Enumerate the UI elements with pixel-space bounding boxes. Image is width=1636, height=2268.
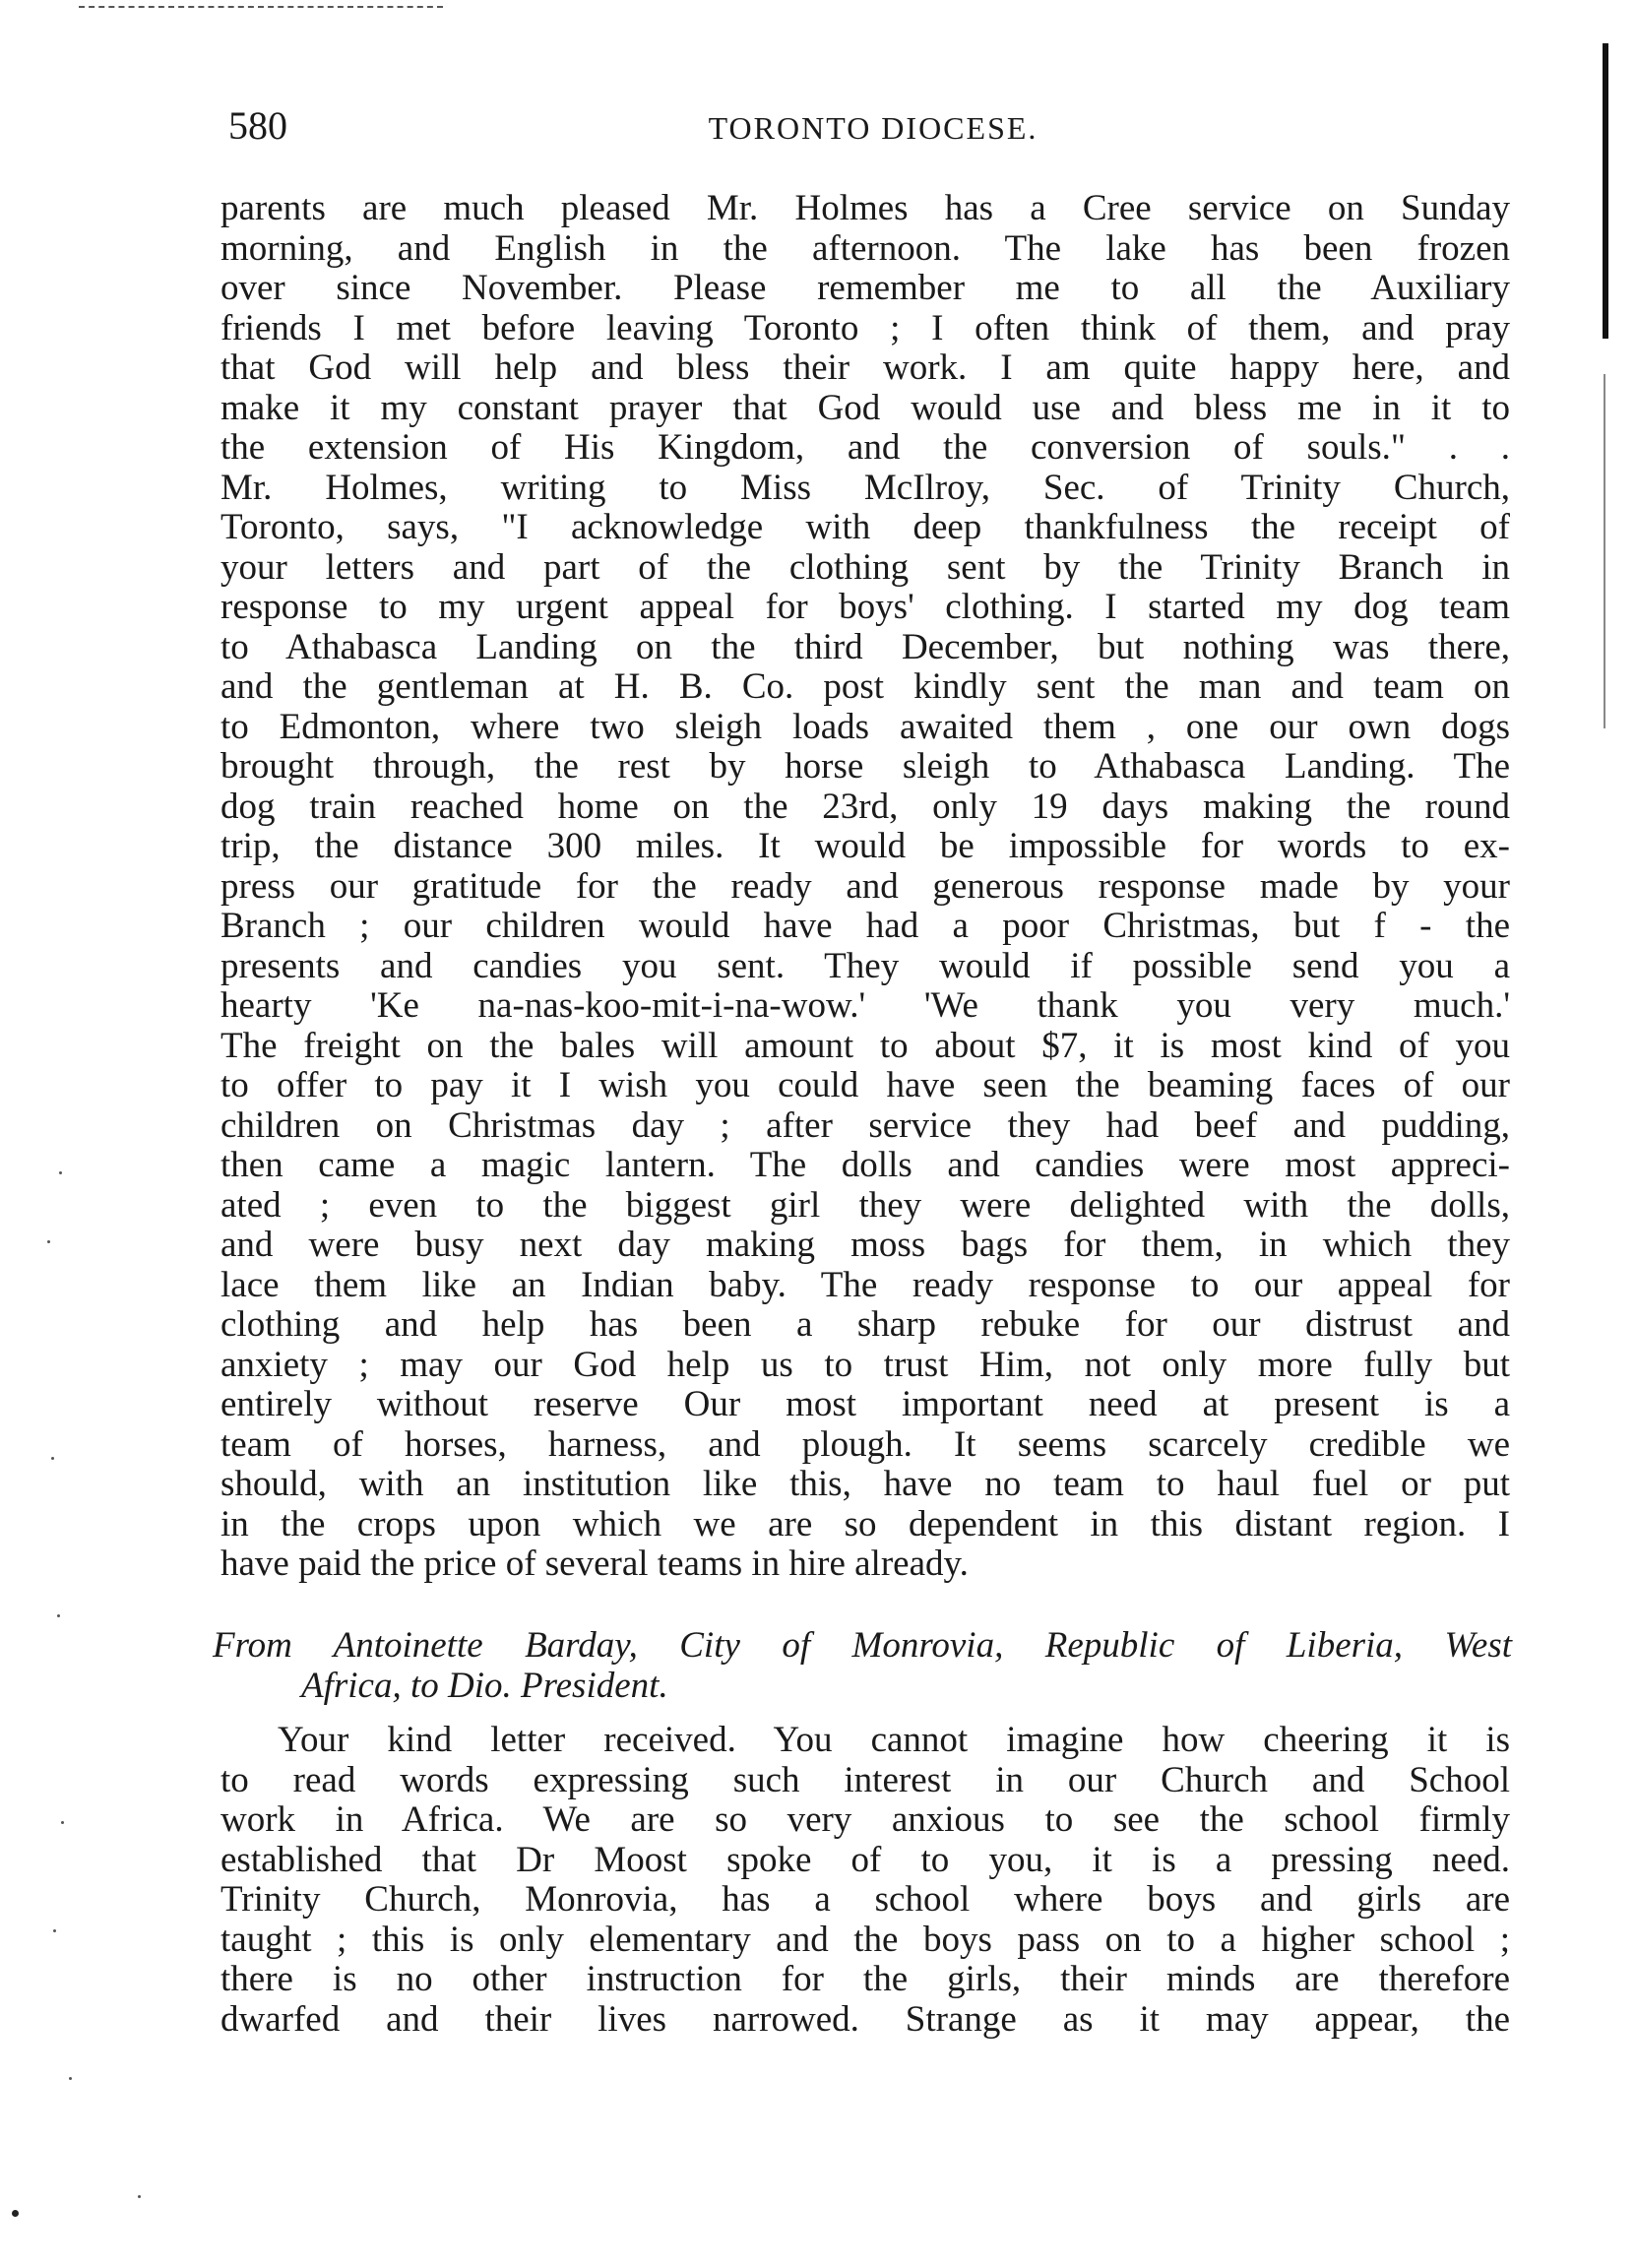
text-line: lace them like an Indian baby. The ready response to our appeal for (220, 1264, 1510, 1305)
text-line: your letters and part of the clothing sent by the Trinity Branch in (220, 546, 1510, 588)
running-head: TORONTO DIOCESE. (708, 110, 1038, 146)
text-line: and the gentleman at H. B. Co. post kindly sent the man and team on (220, 666, 1510, 707)
text-line: established that Dr Moost spoke of to you, it is a pressing need. (220, 1839, 1510, 1880)
text-line: Branch ; our children would have had a poor Christmas, but f - the (220, 906, 1510, 946)
text-line: morning, and English in the afternoon. The lake has been frozen (220, 227, 1510, 269)
text-line: Your kind letter received. You cannot imagine how cheering it is (278, 1720, 1510, 1760)
text-line: trip, the distance 300 miles. It would be impossible for words to ex- (220, 826, 1510, 866)
text-line: dog train reached home on the 23rd, only 19 days making the round (220, 786, 1510, 827)
text-line: the extension of His Kingdom, and the conversion of souls." . . (220, 427, 1510, 468)
text-line: to read words expressing such interest in our Church and School (220, 1759, 1510, 1800)
text-line: presents and candies you sent. They would if possible send you a (220, 945, 1510, 986)
text-line: hearty 'Ke na-nas-koo-mit-i-na-wow.' 'We thank you very much.' (220, 985, 1510, 1026)
text-line: to offer to pay it I wish you could have seen the beaming faces of our (220, 1065, 1510, 1105)
scan-speck (47, 1240, 50, 1243)
body-text (220, 189, 1510, 1585)
text-line: in the crops upon which we are so dependent in this distant region. I (220, 1503, 1510, 1544)
top-dashed-rule (79, 6, 443, 8)
scan-speck (59, 1171, 62, 1174)
scan-speck (138, 2195, 141, 2198)
text-line: work in Africa. We are so very anxious to see the school firmly (220, 1799, 1510, 1840)
text-line: team of horses, harness, and plough. It seems scarcely credible we (220, 1423, 1510, 1465)
text-line: should, with an institution like this, have no team to haul fuel or put (220, 1464, 1510, 1504)
page-number: 580 (228, 103, 287, 148)
text-line: to Edmonton, where two sleigh loads awaited them , one our own dogs (220, 706, 1510, 747)
letter-text (220, 1721, 1510, 2040)
text-line: entirely without reserve Our most important need at present is a (220, 1384, 1510, 1424)
heading-line: From Antoinette Barday, City of Monrovia, Republic of Liberia, West (213, 1625, 1512, 1666)
text-line: that God will help and bless their work. I am quite happy here, and (220, 347, 1510, 388)
text-line: ated ; even to the biggest girl they were delighted with the dolls, (220, 1184, 1510, 1226)
text-line: Trinity Church, Monrovia, has a school where boys and girls are (220, 1879, 1510, 1920)
scan-speck (53, 1929, 56, 1932)
page-edge-shadow (1604, 374, 1605, 728)
text-line: make it my constant prayer that God would use and bless me in it to (220, 387, 1510, 428)
text-line: Mr. Holmes, writing to Miss McIlroy, Sec. of Trinity Church, (220, 467, 1510, 508)
section-heading (213, 1626, 1512, 1706)
text-line: there is no other instruction for the girls, their minds are therefore (220, 1959, 1510, 1999)
text-line: taught ; this is only elementary and the boys pass on to a higher school ; (220, 1919, 1510, 1960)
text-line: dwarfed and their lives narrowed. Strange as it may appear, the (220, 1998, 1510, 2040)
heading-line: Africa, to Dio. President. (301, 1665, 668, 1706)
text-line: children on Christmas day ; after service they had beef and pudding, (220, 1104, 1510, 1146)
page-edge-mark (1603, 43, 1608, 339)
text-line: clothing and help has been a sharp rebuke for our distrust and (220, 1304, 1510, 1345)
text-line: parents are much pleased Mr. Holmes has a Cree service on Sunday (220, 188, 1510, 228)
scan-speck (69, 2077, 72, 2080)
page-header (228, 102, 1518, 161)
text-line: then came a magic lantern. The dolls and candies were most appreci- (220, 1145, 1510, 1185)
scan-speck (57, 1614, 60, 1617)
text-line: have paid the price of several teams in hire already. (220, 1544, 969, 1584)
text-line: response to my urgent appeal for boys' clothing. I started my dog team (220, 587, 1510, 627)
text-line: brought through, the rest by horse sleigh to Athabasca Landing. The (220, 746, 1510, 787)
text-line: over since November. Please remember me to all the Auxiliary (220, 268, 1510, 308)
text-line: anxiety ; may our God help us to trust Him, not only more fully but (220, 1344, 1510, 1385)
scan-speck (61, 1821, 64, 1824)
text-line: friends I met before leaving Toronto ; I often think of them, and pray (220, 307, 1510, 348)
text-line: The freight on the bales will amount to about $7, it is most kind of you (220, 1025, 1510, 1066)
scan-speck (51, 1457, 54, 1460)
text-line: and were busy next day making moss bags for them, in which they (220, 1225, 1510, 1265)
text-line: press our gratitude for the ready and generous response made by your (220, 865, 1510, 907)
text-line: Toronto, says, "I acknowledge with deep thankfulness the receipt of (220, 507, 1510, 547)
scan-speck (12, 2210, 19, 2217)
text-line: to Athabasca Landing on the third December, but nothing was there, (220, 626, 1510, 667)
